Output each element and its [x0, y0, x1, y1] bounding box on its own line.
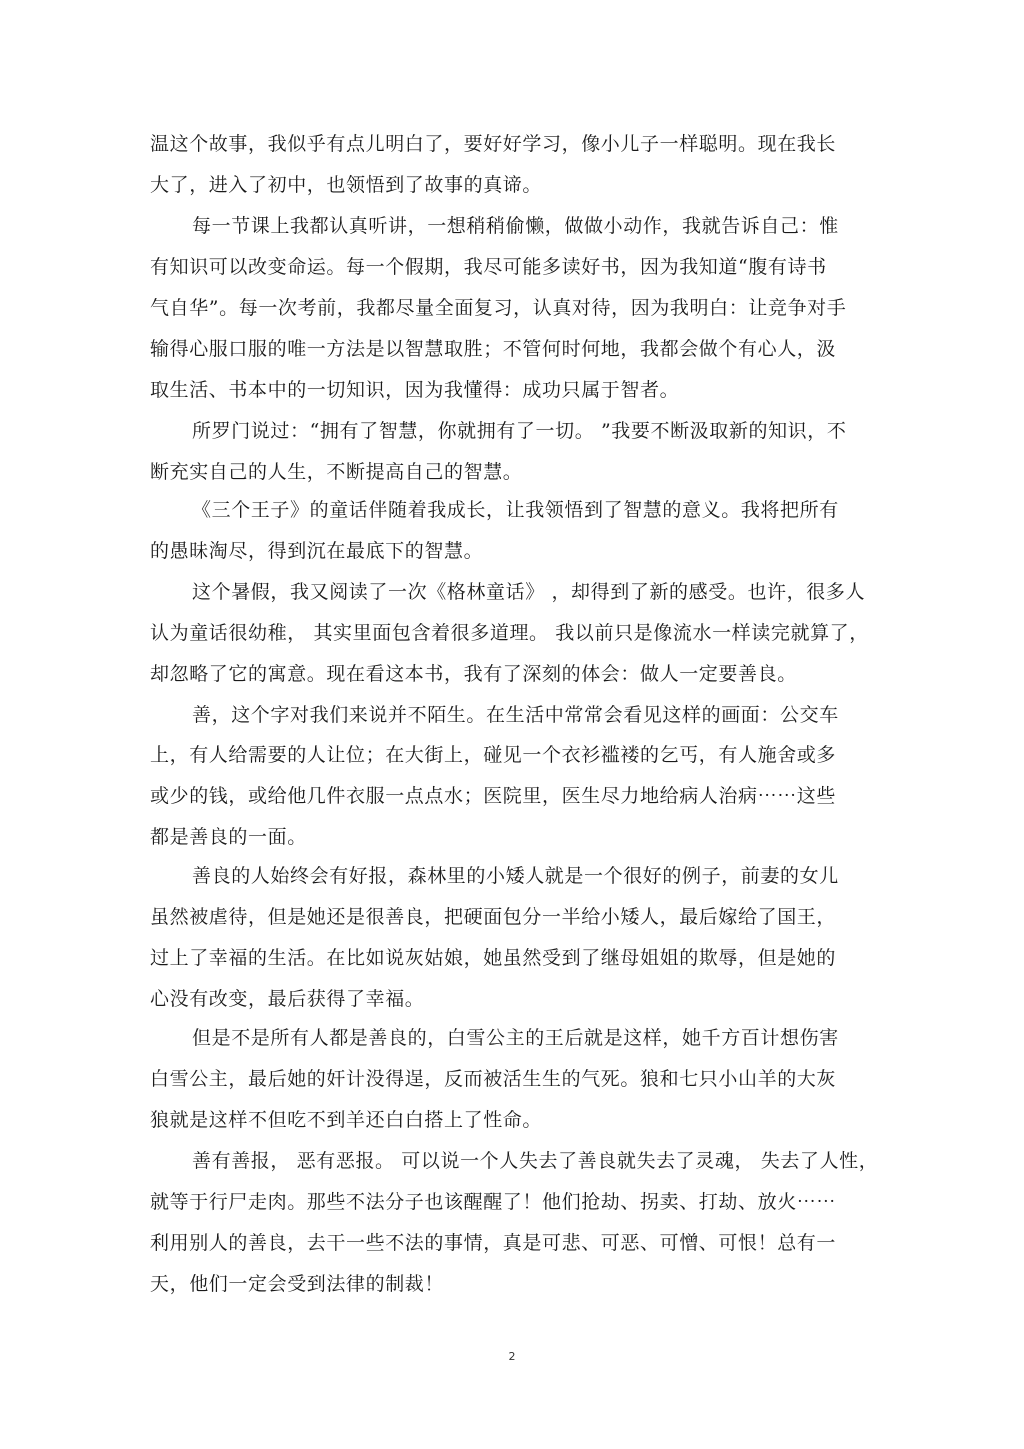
- text-line: 有知识可以改变命运。每一个假期，我尽可能多读好书，因为我知道“腹有诗书: [150, 256, 827, 278]
- text-line: 取生活、书本中的一切知识，因为我懂得：成功只属于智者。: [150, 379, 680, 401]
- text-line: 善良的人始终会有好报，森林里的小矮人就是一个很好的例子，前妻的女儿: [192, 865, 839, 887]
- text-line: 《三个王子》的童话伴随着我成长，让我领悟到了智慧的意义。我将把所有: [192, 499, 839, 521]
- text-line: 的愚昧淘尽，得到沉在最底下的智慧。: [150, 540, 484, 562]
- page-number: 2: [508, 1350, 516, 1363]
- text-line: 每一节课上我都认真听讲，一想稍稍偷懒，做做小动作，我就告诉自己：惟: [192, 215, 839, 237]
- text-line: 却忽略了它的寓意。现在看这本书，我有了深刻的体会：做人一定要善良。: [150, 663, 797, 685]
- text-line: 所罗门说过：“拥有了智慧，你就拥有了一切。 ”我要不断汲取新的知识，不: [192, 420, 847, 442]
- text-line: 但是不是所有人都是善良的，白雪公主的王后就是这样，她千方百计想伤害: [192, 1027, 839, 1049]
- text-line: 上，有人给需要的人让位；在大街上，碰见一个衣衫褴褛的乞丐，有人施舍或多: [150, 744, 837, 766]
- text-line: 认为童话很幼稚， 其实里面包含着很多道理。 我以前只是像流水一样读完就算了，: [150, 622, 869, 644]
- text-line: 善，这个字对我们来说并不陌生。在生活中常常会看见这样的画面：公交车: [192, 704, 839, 726]
- text-line: 输得心服口服的唯一方法是以智慧取胜；不管何时何地，我都会做个有心人，汲: [150, 338, 837, 360]
- text-line: 气自华”。每一次考前，我都尽量全面复习，认真对待，因为我明白：让竞争对手: [150, 297, 847, 319]
- text-line: 过上了幸福的生活。在比如说灰姑娘，她虽然受到了继母姐姐的欺辱，但是她的: [150, 947, 837, 969]
- text-line: 温这个故事，我似乎有点儿明白了，要好好学习，像小儿子一样聪明。现在我长: [150, 133, 837, 155]
- text-line: 虽然被虐待，但是她还是很善良，把硬面包分一半给小矮人，最后嫁给了国王，: [150, 906, 837, 928]
- text-line: 狼就是这样不但吃不到羊还白白搭上了性命。: [150, 1109, 543, 1131]
- text-line: 天，他们一定会受到法律的制裁！: [150, 1273, 445, 1295]
- text-line: 断充实自己的人生，不断提高自己的智慧。: [150, 461, 523, 483]
- text-line: 这个暑假，我又阅读了一次《格林童话》 ，却得到了新的感受。也许，很多人: [192, 581, 866, 603]
- text-line: 心没有改变，最后获得了幸福。: [150, 988, 425, 1010]
- text-line: 利用别人的善良，去干一些不法的事情，真是可悲、可恶、可憎、可恨！总有一: [150, 1232, 837, 1254]
- text-line: 大了，进入了初中，也领悟到了故事的真谛。: [150, 174, 543, 196]
- text-line: 白雪公主，最后她的奸计没得逞，反而被活生生的气死。狼和七只小山羊的大灰: [150, 1068, 837, 1090]
- text-line: 就等于行尸走肉。那些不法分子也该醒醒了！他们抢劫、拐卖、打劫、放火⋯⋯: [150, 1191, 837, 1213]
- text-line: 善有善报， 恶有恶报。 可以说一个人失去了善良就失去了灵魂， 失去了人性，: [192, 1150, 879, 1172]
- text-line: 或少的钱，或给他几件衣服一点点水；医院里，医生尽力地给病人治病⋯⋯这些: [150, 785, 837, 807]
- text-line: 都是善良的一面。: [150, 826, 307, 848]
